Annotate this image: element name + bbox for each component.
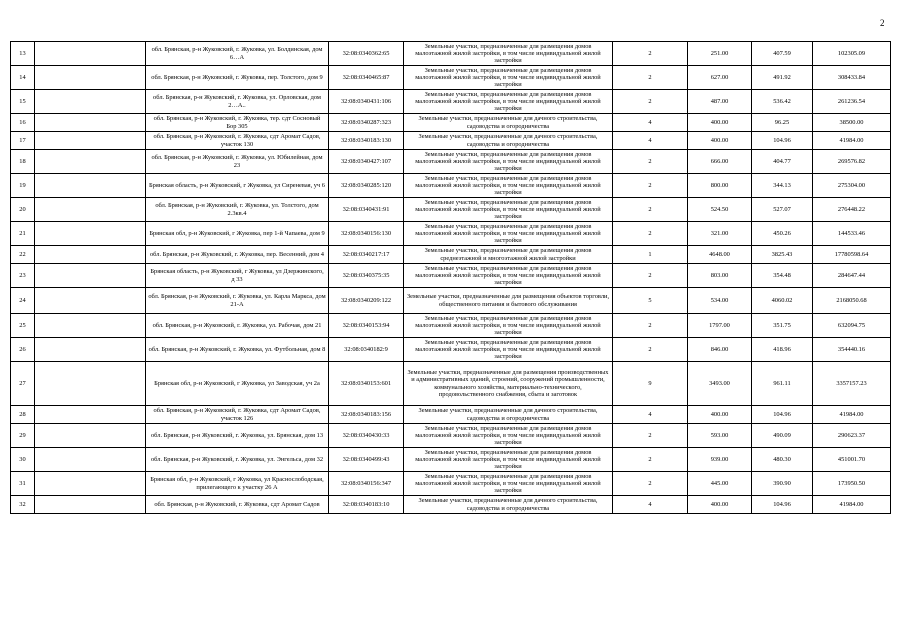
address-cell: обл. Брянская, р-н Жуковский, г. Жуковка, пер. Весенний, дом 4 [146, 246, 329, 264]
land-use-cell: Земельные участки, предназначенные для размещения домов малоэтажной жилой застройки, в том числе индивидуальной жилой застройки [404, 150, 613, 174]
row-number-cell: 16 [11, 114, 35, 132]
address-cell: обл. Брянская, р-н Жуковский, г. Жуковка, ул. Орловская, дом 2…А.. [146, 90, 329, 114]
cadastral-number-cell: 32:08:0340209:122 [329, 288, 404, 314]
empty-cell [35, 362, 146, 406]
cadastral-value-cell: 41984.00 [813, 406, 891, 424]
cadastral-number-cell: 32:08:0340183:130 [329, 132, 404, 150]
row-number-cell: 13 [11, 42, 35, 66]
row-number-cell: 24 [11, 288, 35, 314]
group-cell: 2 [613, 338, 688, 362]
land-use-cell: Земельные участки, предназначенные для размещения домов малоэтажной жилой застройки, в том числе индивидуальной жилой застройки [404, 66, 613, 90]
land-use-cell: Земельные участки, предназначенные для дачного строительства, садоводства и огородничества [404, 406, 613, 424]
specific-value-cell: 3825.43 [752, 246, 813, 264]
table-row [11, 114, 891, 132]
row-number-cell: 22 [11, 246, 35, 264]
area-cell: 1797.00 [688, 314, 752, 338]
table-row [11, 66, 891, 90]
area-cell: 846.00 [688, 338, 752, 362]
group-cell: 4 [613, 114, 688, 132]
land-use-cell: Земельные участки, предназначенные для размещения домов малоэтажной жилой застройки, в том числе индивидуальной жилой застройки [404, 42, 613, 66]
table-body [11, 42, 891, 514]
group-cell: 2 [613, 448, 688, 472]
group-cell: 2 [613, 222, 688, 246]
empty-cell [35, 246, 146, 264]
cadastral-value-table [10, 41, 891, 514]
address-cell: обл. Брянская, р-н Жуковский, г. Жуковка, ул. Карла Маркса, дом 21-А [146, 288, 329, 314]
land-use-cell: Земельные участки, предназначенные для дачного строительства, садоводства и огородничества [404, 132, 613, 150]
land-use-cell: Земельные участки, предназначенные для размещения домов малоэтажной жилой застройки, в том числе индивидуальной жилой застройки [404, 338, 613, 362]
land-use-cell: Земельные участки, предназначенные для размещения домов малоэтажной жилой застройки, в том числе индивидуальной жилой застройки [404, 222, 613, 246]
cadastral-value-cell: 38500.00 [813, 114, 891, 132]
address-cell: обл. Брянская, р-н Жуковский, г. Жуковка, тер. сдт Сосновый Бор 305 [146, 114, 329, 132]
group-cell: 2 [613, 314, 688, 338]
land-use-cell: Земельные участки, предназначенные для дачного строительства, садоводства и огородничества [404, 114, 613, 132]
cadastral-number-cell: 32:08:0340430:33 [329, 424, 404, 448]
row-number-cell: 23 [11, 264, 35, 288]
address-cell: обл. Брянская, р-н Жуковский, г. Жуковка, ул. Рабочая, дом 21 [146, 314, 329, 338]
land-use-cell: Земельные участки, предназначенные для размещения домов среднеэтажной и многоэтажной жилой застройки [404, 246, 613, 264]
specific-value-cell: 404.77 [752, 150, 813, 174]
cadastral-number-cell: 32:08:0340183:156 [329, 406, 404, 424]
group-cell: 2 [613, 150, 688, 174]
area-cell: 321.00 [688, 222, 752, 246]
row-number-cell: 25 [11, 314, 35, 338]
address-cell: обл. Брянская, р-н Жуковский, г. Жуковка, ул. Энгельса, дом 32 [146, 448, 329, 472]
empty-cell [35, 150, 146, 174]
specific-value-cell: 418.96 [752, 338, 813, 362]
table-row [11, 338, 891, 362]
specific-value-cell: 354.48 [752, 264, 813, 288]
cadastral-value-cell: 261236.54 [813, 90, 891, 114]
address-cell: обл. Брянская, р-н Жуковский, г. Жуковка, сдт Аромат Садов, участок 126 [146, 406, 329, 424]
empty-cell [35, 424, 146, 448]
cadastral-value-cell: 275304.00 [813, 174, 891, 198]
group-cell: 5 [613, 288, 688, 314]
cadastral-number-cell: 32:08:0340217:17 [329, 246, 404, 264]
address-cell: обл. Брянская, р-н Жуковский, г. Жуковка, пер. Толстого, дом 9 [146, 66, 329, 90]
cadastral-number-cell: 32:08:0340183:10 [329, 496, 404, 514]
specific-value-cell: 351.75 [752, 314, 813, 338]
specific-value-cell: 104.96 [752, 406, 813, 424]
land-use-cell: Земельные участки, предназначенные для размещения домов малоэтажной жилой застройки, в том числе индивидуальной жилой застройки [404, 174, 613, 198]
group-cell: 2 [613, 472, 688, 496]
empty-cell [35, 406, 146, 424]
area-cell: 939.00 [688, 448, 752, 472]
area-cell: 445.00 [688, 472, 752, 496]
empty-cell [35, 90, 146, 114]
specific-value-cell: 104.96 [752, 496, 813, 514]
cadastral-number-cell: 32:08:0340465:87 [329, 66, 404, 90]
row-number-cell: 21 [11, 222, 35, 246]
group-cell: 2 [613, 66, 688, 90]
specific-value-cell: 390.90 [752, 472, 813, 496]
land-use-cell: Земельные участки, предназначенные для размещения домов малоэтажной жилой застройки, в том числе индивидуальной жилой застройки [404, 90, 613, 114]
cadastral-number-cell: 32:08:0340375:35 [329, 264, 404, 288]
specific-value-cell: 961.11 [752, 362, 813, 406]
cadastral-value-cell: 3357157.23 [813, 362, 891, 406]
table-row [11, 406, 891, 424]
table-row [11, 314, 891, 338]
address-cell: Брянская область, р-н Жуковский, г Жуковка, ул Сиреневая, уч 6 [146, 174, 329, 198]
area-cell: 534.00 [688, 288, 752, 314]
area-cell: 666.00 [688, 150, 752, 174]
area-cell: 400.00 [688, 406, 752, 424]
table-row [11, 198, 891, 222]
group-cell: 2 [613, 198, 688, 222]
address-cell: обл. Брянская, р-н Жуковский, г. Жуковка, ул. Болдинская, дом 6…А [146, 42, 329, 66]
table-row [11, 264, 891, 288]
area-cell: 803.00 [688, 264, 752, 288]
address-cell: Брянская обл, р-н Жуковский, г Жуковка, ул Заводская, уч 2а [146, 362, 329, 406]
cadastral-value-cell: 102305.09 [813, 42, 891, 66]
table-row [11, 424, 891, 448]
cadastral-number-cell: 32:08:0340156:347 [329, 472, 404, 496]
row-number-cell: 29 [11, 424, 35, 448]
land-use-cell: Земельные участки, предназначенные для размещения домов малоэтажной жилой застройки, в том числе индивидуальной жилой застройки [404, 314, 613, 338]
cadastral-number-cell: 32:08:0340499:43 [329, 448, 404, 472]
empty-cell [35, 198, 146, 222]
cadastral-number-cell: 32:08:0340156:130 [329, 222, 404, 246]
specific-value-cell: 480.30 [752, 448, 813, 472]
area-cell: 400.00 [688, 114, 752, 132]
area-cell: 4648.00 [688, 246, 752, 264]
table-row [11, 496, 891, 514]
cadastral-value-cell: 276448.22 [813, 198, 891, 222]
cadastral-number-cell: 32:08:0340431:91 [329, 198, 404, 222]
address-cell: обл. Брянская, р-н Жуковский, г. Жуковка, ул. Футбольная, дом 8 [146, 338, 329, 362]
row-number-cell: 30 [11, 448, 35, 472]
table-row [11, 150, 891, 174]
land-use-cell: Земельные участки, предназначенные для размещения домов малоэтажной жилой застройки, в том числе индивидуальной жилой застройки [404, 264, 613, 288]
group-cell: 2 [613, 264, 688, 288]
address-cell: обл. Брянская, р-н Жуковский, г. Жуковка, ул. Толстого, дом 2.3кв.4 [146, 198, 329, 222]
specific-value-cell: 4060.02 [752, 288, 813, 314]
cadastral-value-cell: 269576.82 [813, 150, 891, 174]
land-use-cell: Земельные участки, предназначенные для дачного строительства, садоводства и огородничества [404, 496, 613, 514]
row-number-cell: 15 [11, 90, 35, 114]
group-cell: 2 [613, 42, 688, 66]
cadastral-value-cell: 290623.37 [813, 424, 891, 448]
group-cell: 4 [613, 132, 688, 150]
area-cell: 3493.00 [688, 362, 752, 406]
cadastral-value-cell: 2168050.68 [813, 288, 891, 314]
cadastral-value-cell: 17780598.64 [813, 246, 891, 264]
area-cell: 800.00 [688, 174, 752, 198]
row-number-cell: 31 [11, 472, 35, 496]
empty-cell [35, 472, 146, 496]
empty-cell [35, 114, 146, 132]
table-row [11, 472, 891, 496]
group-cell: 2 [613, 174, 688, 198]
empty-cell [35, 66, 146, 90]
row-number-cell: 17 [11, 132, 35, 150]
cadastral-value-cell: 144533.46 [813, 222, 891, 246]
row-number-cell: 18 [11, 150, 35, 174]
cadastral-value-cell: 451001.70 [813, 448, 891, 472]
table-row [11, 448, 891, 472]
empty-cell [35, 222, 146, 246]
cadastral-value-cell: 308433.84 [813, 66, 891, 90]
group-cell: 4 [613, 496, 688, 514]
empty-cell [35, 448, 146, 472]
land-use-cell: Земельные участки, предназначенные для размещения производственных и административных зданий, строений, сооружений промышленности, коммунального хозяйства, материально-технического, продовольственного снабжения, сбыта и заготовок [404, 362, 613, 406]
row-number-cell: 26 [11, 338, 35, 362]
cadastral-number-cell: 32:08:0340285:120 [329, 174, 404, 198]
table-row [11, 132, 891, 150]
land-use-cell: Земельные участки, предназначенные для размещения домов малоэтажной жилой застройки, в том числе индивидуальной жилой застройки [404, 198, 613, 222]
specific-value-cell: 527.07 [752, 198, 813, 222]
row-number-cell: 19 [11, 174, 35, 198]
table-row [11, 362, 891, 406]
address-cell: Брянская обл, р-н Жуковский, г Жуковка, пер 1-й Чапаева, дом 9 [146, 222, 329, 246]
specific-value-cell: 96.25 [752, 114, 813, 132]
row-number-cell: 32 [11, 496, 35, 514]
empty-cell [35, 174, 146, 198]
area-cell: 400.00 [688, 132, 752, 150]
group-cell: 2 [613, 424, 688, 448]
empty-cell [35, 264, 146, 288]
row-number-cell: 28 [11, 406, 35, 424]
specific-value-cell: 536.42 [752, 90, 813, 114]
table-row [11, 42, 891, 66]
cadastral-number-cell: 32:08:0340431:106 [329, 90, 404, 114]
land-use-cell: Земельные участки, предназначенные для размещения домов малоэтажной жилой застройки, в том числе индивидуальной жилой застройки [404, 472, 613, 496]
table-row [11, 246, 891, 264]
specific-value-cell: 104.96 [752, 132, 813, 150]
row-number-cell: 27 [11, 362, 35, 406]
cadastral-number-cell: 32:08:0340182:9 [329, 338, 404, 362]
land-use-cell: Земельные участки, предназначенные для размещения домов малоэтажной жилой застройки, в том числе индивидуальной жилой застройки [404, 448, 613, 472]
table-row [11, 288, 891, 314]
group-cell: 1 [613, 246, 688, 264]
land-use-cell: Земельные участки, предназначенные для размещения объектов торговли, общественного питания и бытового обслуживания [404, 288, 613, 314]
empty-cell [35, 42, 146, 66]
address-cell: Брянская обл, р-н Жуковский, г Жуковка, ул Краснослободская, прилегающего к участку 26 А [146, 472, 329, 496]
cadastral-number-cell: 32:08:0340153:601 [329, 362, 404, 406]
empty-cell [35, 496, 146, 514]
group-cell: 9 [613, 362, 688, 406]
table-row [11, 222, 891, 246]
cadastral-number-cell: 32:08:0340427:107 [329, 150, 404, 174]
page-number: 2 [880, 18, 885, 28]
address-cell: обл. Брянская, р-н Жуковский, г. Жуковка, ул. Юбилейная, дом 23 [146, 150, 329, 174]
area-cell: 487.00 [688, 90, 752, 114]
cadastral-value-cell: 173950.50 [813, 472, 891, 496]
area-cell: 524.50 [688, 198, 752, 222]
group-cell: 4 [613, 406, 688, 424]
row-number-cell: 14 [11, 66, 35, 90]
cadastral-number-cell: 32:08:0340287:323 [329, 114, 404, 132]
cadastral-value-cell: 632094.75 [813, 314, 891, 338]
table-row [11, 90, 891, 114]
area-cell: 627.00 [688, 66, 752, 90]
address-cell: обл. Брянская, р-н Жуковский, г. Жуковка, ул. Брянская, дом 13 [146, 424, 329, 448]
land-use-cell: Земельные участки, предназначенные для размещения домов малоэтажной жилой застройки, в том числе индивидуальной жилой застройки [404, 424, 613, 448]
cadastral-number-cell: 32:08:0340362:65 [329, 42, 404, 66]
cadastral-value-cell: 41984.00 [813, 496, 891, 514]
empty-cell [35, 314, 146, 338]
specific-value-cell: 491.92 [752, 66, 813, 90]
specific-value-cell: 407.59 [752, 42, 813, 66]
address-cell: Брянская область, р-н Жуковский, г Жуковка, ул Дзержинского, д 33 [146, 264, 329, 288]
cadastral-value-cell: 41984.00 [813, 132, 891, 150]
area-cell: 593.00 [688, 424, 752, 448]
row-number-cell: 20 [11, 198, 35, 222]
cadastral-value-cell: 354440.16 [813, 338, 891, 362]
table-row [11, 174, 891, 198]
area-cell: 400.00 [688, 496, 752, 514]
address-cell: обл. Брянская, р-н Жуковский, г. Жуковка, сдт Аромат Садов [146, 496, 329, 514]
empty-cell [35, 288, 146, 314]
specific-value-cell: 490.09 [752, 424, 813, 448]
cadastral-number-cell: 32:08:0340153:94 [329, 314, 404, 338]
specific-value-cell: 344.13 [752, 174, 813, 198]
address-cell: обл. Брянская, р-н Жуковский, г. Жуковка, сдт Аромат Садов, участок 130 [146, 132, 329, 150]
group-cell: 2 [613, 90, 688, 114]
empty-cell [35, 338, 146, 362]
empty-cell [35, 132, 146, 150]
area-cell: 251.00 [688, 42, 752, 66]
specific-value-cell: 450.26 [752, 222, 813, 246]
cadastral-value-cell: 284647.44 [813, 264, 891, 288]
